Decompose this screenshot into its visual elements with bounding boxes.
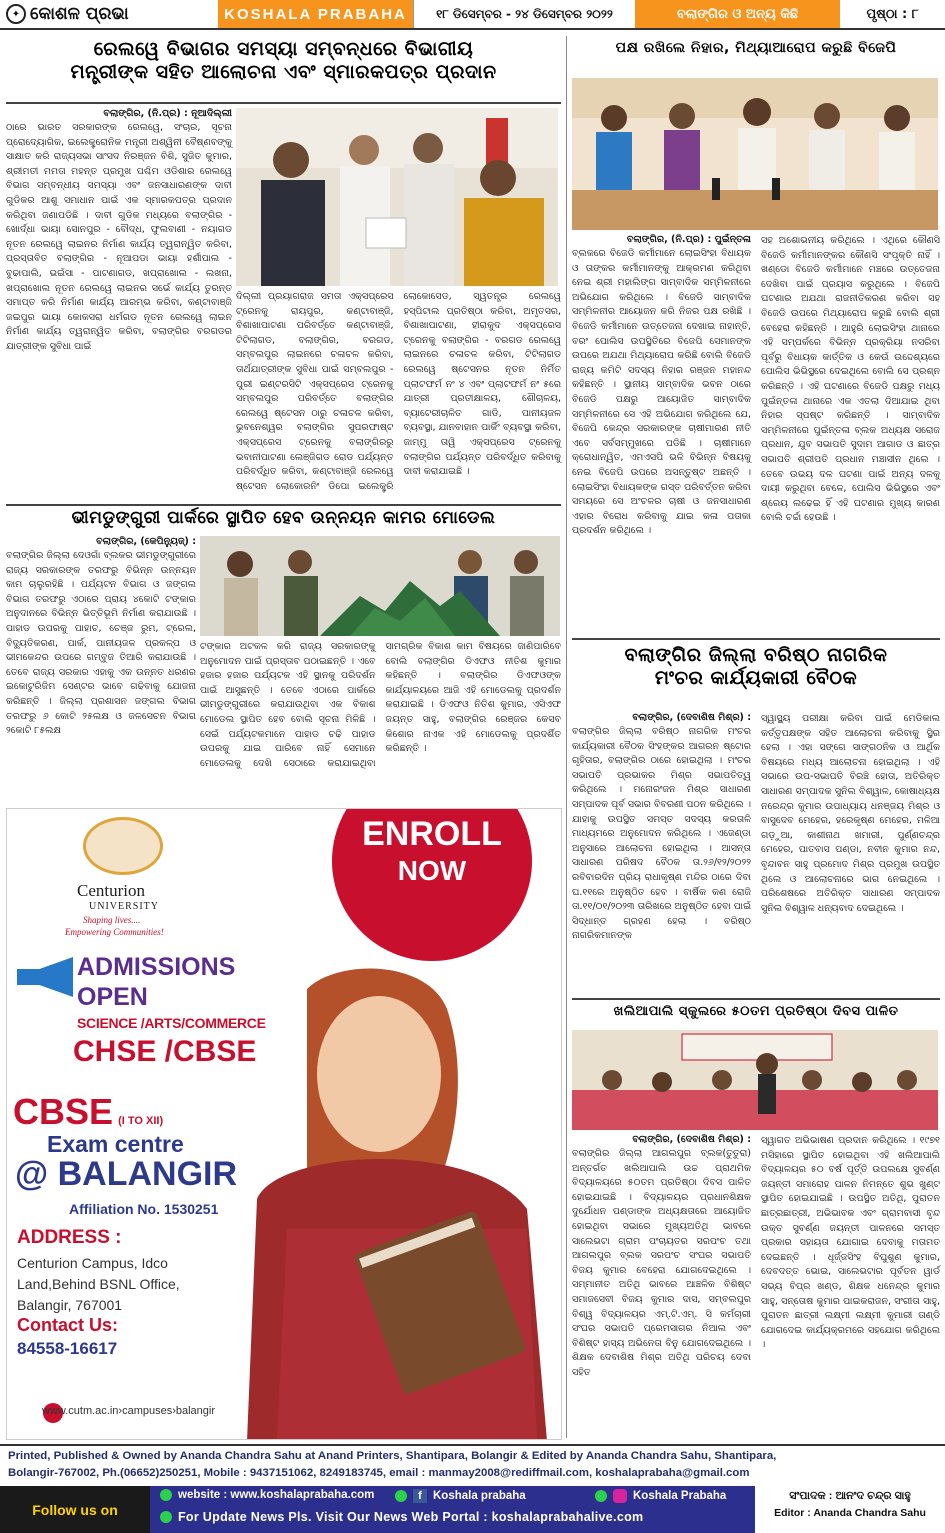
school-body-text-left: ବଲାଙ୍ଗିର ଜିଲ୍ଲା ଆଗଲପୁର ବ୍ଲକ(ତୁତୁରା) ଅନ୍ତର୍ଗତ ଖଲିଆପାଲି ଉଚ୍ଚ ପ୍ରାଥମିକ ବିଦ୍ୟାଳୟରେ ୫୦ତମ ପ୍ରତିଷ୍ଠା ଦିବସ ପାଳିତ ହୋଇଯାଇଛି । ବିଦ୍ୟାଳୟର ପ୍ରଧାନଶିକ୍ଷକ ଦୁର୍ଯୋଧନ ପଣ୍ଡାଙ୍କ ଅଧ୍ୟକ୍ଷତାରେ ଆୟୋଜିତ ହୋଇଥିବା ସଭାରେ ମୁଖ୍ୟଅତିଥି ଭାବରେ ସାଲେଭଟା ଗ୍ରାମ ପଂଚାୟତର ସରପଂଚ ତଥା ଆଗଲପୁର ବ୍ଲକ ସରପଂଚ ସଂଘର ସଭାପତି ବିଜୟ କୁମାର ବେହେରା ଯୋଗଦେଇଥିଲେ । ସମ୍ମାନୀତ ଅତିଥି ଭାବରେ ଆଞ୍ଚଳିକ ବିଶିଷ୍ଟ ସମାଜସେବୀ ବିଜୟ କୁମାର ଦାସ, ସମ୍ବଲପୁର ବିଶ୍ୱ ବିଦ୍ୟାଳୟର ଏମ୍.ଟି.ଏମ୍. ସି କର୍ମଚାରୀ ସଂଘର ସଭାପତି ପ୍ରେମସାଗର ନିଆଲ ଏବଂ ବିଶିଷ୍ଟ ହାସ୍ୟ ଅଭିନେତା ବିନୁ ଯୋଗଦେଇଥିଲେ । ଶିକ୍ଷକ ଦେବାଶିଷ ମିଶ୍ର ଅତିଥି ପରିଚୟ ଦେବା ସହିତ <box>572 1148 751 1378</box>
university-crest-icon <box>83 817 163 875</box>
exam-centre-location: @ BALANGIR <box>15 1155 238 1193</box>
ad-tagline-2: Empowering Communities! <box>65 927 164 937</box>
address-line-3: Balangir, 767001 <box>17 1297 123 1313</box>
footer-instagram-link[interactable] <box>595 1489 726 1503</box>
masthead <box>0 0 945 30</box>
instagram-icon <box>613 1489 627 1503</box>
column-divider <box>566 36 567 1438</box>
facebook-icon: f <box>413 1489 427 1503</box>
issue-date-range: ୧୮ ଡିସେମ୍ବର - ୨୪ ଡିସେମ୍ବର ୨୦୨୨ <box>413 0 635 28</box>
section-rule <box>572 638 940 640</box>
park-body-left <box>6 536 196 739</box>
park-dateline: ବଲାଙ୍ଗିର, (କେପିନ୍ୟୁଜ୍) : <box>96 536 196 547</box>
editor-english: Editor : Ananda Chandra Sahu <box>774 1507 926 1519</box>
senior-dateline: ବଲାଙ୍ଗିର, (ଦେବାଶିଷ ମିଶ୍ର) : <box>632 712 751 723</box>
senior-body-text-right: ସ୍ୱାସ୍ଥ୍ୟ ପରୀକ୍ଷା କରିବା ପାଇଁ ମେଡିକାଲ କର୍ତ୍ତୃପକ୍ଷଙ୍କ ସହିତ ଆଲୋଚନା କରିବାକୁ ସ୍ଥିର ହେଲା । ଏହା ସଙ୍ଗେ ସାଙ୍ଗଠନିକ ଓ ଆର୍ଥିକ ବିଷୟରେ ମଧ୍ୟ ଆଲୋଚନା ହୋଇଥିଲା । ଏହି ସଭାରେ ଉପ-ସଭାପତି ବିରଞ୍ଚି ହୋତା, ଅତିରିକ୍ତ ସାଧାରଣ ସମ୍ପାଦକ ସୁନିଲ ବିଶ୍ୱାଳ, କୋଷାଧ୍ୟକ୍ଷ ନରେନ୍ଦ୍ର କୁମାର ଉପାଧ୍ୟାୟ ଧନଞ୍ଜୟ ମିଶ୍ର ଓ ବାସୁଦେବ ମେହେର, ହରେକୃଷ୍ଣ ମେହେର, ମଳିଆ ଗଡ଼ୁଆ, କାଶୀନାଥ ଖମାରୀ, ପୁର୍ଣ୍ଣଚନ୍ଦ୍ର ମେହେର, ପାତବାସ ପଣ୍ଡା, ନବୀନ କୁମାର ନନ୍ଦ, ବୃନ୍ଦାବନ ସାହୁ ପ୍ରମୋଦ ମିଶ୍ର ପ୍ରମୁଖ ଉପସ୍ଥିତ ଥିଲେ ଓ ଆଲୋଚନାରେ ଭାଗ ନେଇଥିଲେ । ପରିଶେଷରେ ଅତିରିକ୍ତ ସାଧାରଣ ସମ୍ପାଦକ ସୁନିଲ ବିଶ୍ୱାଳ ଧନ୍ୟବାଦ ଦେଇଥିଲେ । <box>761 713 940 914</box>
park-body-text-right: ଟଙ୍କାର ଅଟକଳ କରି ରାଜ୍ୟ ସରକାରଙ୍କୁ ଅନୁମୋଦନ ପାଇଁ ପ୍ରସ୍ତାବ ପଠାଇଛନ୍ତି । ଏବେ ହଜାର ହଜାର ପର୍ଯ୍ୟଟକ ଏହି ସ୍ଥାନକୁ ପରିଦର୍ଶନ ପାଇଁ ଆସୁଛନ୍ତି । ତେବେ ଏଠାରେ ପାର୍କରେ ଭୀମଡୁଙ୍ଗୁରୀରେ କରାଯାଉଥିବା ଏକ ବିକାଶ ମୋଡେଲ ସ୍ଥାପିତ ହେବ ବୋଲି ସୂଚନା ମିଳିଛି । ସେଇଁ ପର୍ଯ୍ୟଟକମାନେ ପାହାଡ ଚଢି ପାହାଡ ଉପରକୁ ଯାଇ ପାରିବେ ନାହିଁ ସେମାନେ ମୋଡେଲକୁ ଦେଖି ସେଠାରେ କରାଯାଇଥିବା ସାମଗ୍ରିକ ବିକାଶ କାମ ବିଷୟରେ ଜାଣିପାରିବେ ବୋଲି ବଲାଙ୍ଗିର ଡିଏଫଓ ନୀତିଶ କୁମାର କହିଛନ୍ତି । ବଲାଙ୍ଗିର ଡିଏଫଓଙ୍କ କାର୍ଯ୍ୟାଳୟରେ ଆଜି ଏହି ମୋଡେଲକୁ ପ୍ରଦର୍ଶନ କରାଯାଇଛି । ଡିଏଫଓ ନିତିଶ କୁମାର, ଏସିଏଫ ଜୟନ୍ତ ସାହୁ, ବଲାଙ୍ଗିର ରେଞ୍ଜର କେସବ କିଶୋର ନାଏକ ଏହି ମୋଡେଲକୁ ପ୍ରଦର୍ଶିତ କରିଛନ୍ତି । <box>200 641 561 769</box>
footer-portal-note[interactable] <box>160 1510 643 1524</box>
school-body-text-right: ସ୍ୱାଗତ ଅଭିଭାଷଣ ପ୍ରଦାନ କରିଥିଲେ । ୧୯୭୧ ମସିହାରେ ସ୍ଥାପିତ ହୋଇଥିବା ଏହି ଖଲିଆପାଲି ବିଦ୍ୟାଳୟର ୫୦ ବର୍ଷ ପୂର୍ତ୍ତି ଉପଲକ୍ଷେ ସୁବର୍ଣ୍ଣ ଜୟନ୍ତୀ ସମାରୋହ ପାଳନ ନିମନ୍ତେ ଶୁଭ ଖୁଣ୍ଟ ସ୍ଥାପିତ ହୋଇଯାଇଛି । ଉପସ୍ଥିତ ଅତିଥି, ପୁରାତନ ଛାତ୍ରଛାତ୍ରୀ, ଅଭିଭାବକ ଏବଂ ଗ୍ରାମବାସୀ ବୃନ୍ଦ ଉକ୍ତ ସୁବର୍ଣ୍ଣ ଜୟନ୍ତୀ ପାଳନରେ ସମସ୍ତ ପ୍ରକାର ସହାୟତା ଯୋଗାଇ ଦେବାକୁ ମତାମତ ଦେଇଛନ୍ତି । ଧୂର୍ଜ୍ଜସିଂହ ବିଘୁଶୁଣ କୁମାର, ଦେବଦତ୍ତ ଭୋଇ, ସାଲେଭଟାର ପୂର୍ବତନ ୱାର୍ଡ ସଭ୍ୟ ବିପ୍ର ଖଣ୍ଡ, ଶିକ୍ଷକ ଧନେନ୍ଦ୍ର କୁମାର ସାହୁ, ସନ୍ତୋଷ କୁମାର ପାଇକରାଜନ, ସଂଗୀତା ସାହୁ, ପୁରାତନ ଛାତ୍ରୀ ଲକ୍ଷ୍ମୀ ଲକ୍ଷ୍ମୀ କୁମାରୀ ତାଣ୍ଡି ଯୋଗଦେଇ କାର୍ଯ୍ୟକ୍ରମରେ ସହଯୋଗ କରିଥିଲେ । <box>761 1135 940 1351</box>
globe-icon <box>160 1489 172 1501</box>
university-name: Centurion <box>77 881 145 900</box>
admissions-open: OPEN <box>77 983 148 1011</box>
affiliation-number: Affiliation No. 1530251 <box>69 1201 219 1217</box>
section-rule <box>6 504 561 506</box>
enroll-label[interactable]: ENROLL <box>362 815 502 853</box>
ad-tagline-1: Shaping lives.... <box>83 915 141 925</box>
contact-label: Contact Us: <box>17 1315 119 1335</box>
bullet-icon <box>395 1490 407 1502</box>
school-headline: ଖଲିଆପାଲି ସ୍କୁଲରେ ୫୦ତମ ପ୍ରତିଷ୍ଠା ଦିବସ ପାଳିତ <box>613 1004 899 1019</box>
footer-facebook-text[interactable]: Koshala prabaha <box>433 1490 526 1502</box>
bjp-press-meet-photo <box>572 78 938 230</box>
article-bjp <box>572 40 940 57</box>
bjp-body <box>572 234 940 539</box>
school-body <box>572 1134 940 1381</box>
railway-dateline: ବଲାଙ୍ଗିର, (ନି.ପ୍ର) : ନୂଆଦିଲ୍ଲୀ <box>103 108 232 119</box>
railway-body-right <box>236 290 561 494</box>
bullet-icon <box>595 1490 607 1502</box>
senior-headline-line1: ବଲାଙ୍ଗିର ଜିଲ୍ଲା ବରିଷ୍ଠ ନାଗରିକ <box>624 644 888 666</box>
bjp-dateline: ବଲାଙ୍ଗିର, (ନି.ପ୍ର) : ପୁଇଁନ୍ତଳା <box>626 234 751 245</box>
newspaper-logo <box>0 0 218 28</box>
bjp-body-text-right: ସହ ଅଶୋଭନୀୟ କରିଥିଲେ । ଏଥିରେ କୌଣସି ବିଜେଡି କର୍ମୀମାନଙ୍କର କୌଣସି ସଂପୃକ୍ତି ନାହିଁ । ଖଣ୍ଡୋ ବିଜେଡି କର୍ମୀମାନେ ମଞ୍ଚରେ ଉତ୍ତେଜନା ଦେଖିବା ପାଇଁ ପ୍ରୟାସ କରୁଥିଲେ । ବିଜେପି ଘଟଣାର ଅଯଥା ରାଜନୀତିକରଣ କରିବା ସହ ବିଜେଡି ଉପରେ ମିଥ୍ୟାରୋପ କରୁଛି ବୋଲି ଶ୍ରୀ ବେହେରା କହିଛନ୍ତି । ଆହୁରି ଲୋଇସିଂହା ଥାନାରେ ଏହି ସମ୍ପର୍କରେ ବିଭିନ୍ନ ପ୍ରକ୍ରିୟା ନସରିବା ପୂର୍ବରୁ ବିଧାୟକ କାର୍ତ୍ତିକ ଓ କେଉଁ ଉଦ୍ଦେଶ୍ୟରେ ପୋଲିସ ଭିଭିସ୍ଥରେ ଦେଇଥିଲେ ବୋଲି ସେ ପ୍ରଶ୍ନ କରିଛନ୍ତି । ଏହି ଘଟଣାରେ ବିଜେଡି ପକ୍ଷରୁ ମଧ୍ୟ ପୁଇଁନ୍ତଳା ଥାନାରେ ଏକ ଏତଲା ଦିଆଯାଇ ଥିବା ନିହାର ସ୍ପଷ୍ଟ କରିଛନ୍ତି । ସାମ୍ବାଦିକ ସମ୍ମିଳନୀରେ ପୁଇଁନ୍ତଳା ବ୍ଲକ ଅଧ୍ୟକ୍ଷ ସରୋଜ ପ୍ରଧାନ, ଯୁବ ସଭାପତି ସୁଦାମ ଆଗାଡ ଓ ଛାତ୍ର ସଭାପତି ଶ୍ରୀପତି ପ୍ରଧାନ ମଞ୍ଚାସୀନ ଥିଲେ । ତେବେ ଉଭୟ ଦଳ ଘଟଣା ପାଇଁ ଅନ୍ୟ ଦଳକୁ ଦାୟୀ କରୁଥିବା ବେଳେ, ପୋଲିସ ଭିଭିସ୍ଥରେ ଏବଂ ଶ୍ରେୟ ଲଢେଇ ହିଁ ଏହି ଘଟଣାର ମୁଖ୍ୟ କାରଣ ବୋଲି ଚର୍ଚ୍ଚା ହେଉଛି । <box>761 235 940 524</box>
enroll-now-label[interactable]: NOW <box>397 855 467 886</box>
bjp-body-text-left: ବ୍ଲକରେ ବିଜେଡି କର୍ମୀମାନେ ଲୋଇସିଂହା ବିଧାୟକ ଓ ତାଙ୍କର କର୍ମୀମାନଙ୍କୁ ଆକ୍ରମଣ କରିଥିବା ନେଇ ଶ୍ରୀ ମହାଲିଙ୍ଗ ସାମ୍ବାଦିକ ସମ୍ମିଳନୀରେ ଅଭିଯୋଗ କରିଥିଲେ । ବିଜେଡି ସାମ୍ବାଦିକ ସମ୍ମିଳନୀର ଆୟୋଜନ କରି ନିଜର ପକ୍ଷ ରଖିଛି । ବିଜେଡି କର୍ମୀମାନେ ଉତ୍ତେଜନା ଦେଖାଇ ନାହାନ୍ତି, ବରଂ ପୋଲିସ ଉପସ୍ଥିତିରେ ବିଜେପି ସେମାନଙ୍କ ଉପରେ ଅଯଥା ମିଥ୍ୟାରୋପ କରିଛି ବୋଲି ବିଜେଡି ରାଜ୍ୟ କମିଟି ସଦସ୍ୟ ନିହାର ରଞ୍ଜନ ମହାନନ୍ଦ କହିଛନ୍ତି । ସ୍ଥାନୀୟ ସାମ୍ବାଦିକ ଭବନ ଠାରେ ବିଜେଡି ପକ୍ଷରୁ ଆୟୋଜିତ ସାମ୍ବାଦିକ ସମ୍ମିଳନୀରେ ସେ ଏହି ଅଭିଯୋଗ କରିଥିଲେ ଯେ, ବିଜେପି କେନ୍ଦ୍ର ସରକାରଙ୍କ ଚାଷୀମାରଣ ନୀତି ଏବେ ସର୍ବସମ୍ମୁଖରେ ପଡିଛି । ଚାଷୀମାନେ କ୍ରୋଧାନ୍ୱିତ, ଏମଏସପି ଭଳି ବିଭିନ୍ନ ବିଷୟକୁ ନେଇ ବିଜେପି ଉପରେ ଅସନ୍ତୁଷ୍ଟ ଅଛନ୍ତି । ଲୋଇସିଂହା ବିଧାୟକଙ୍କ ଗସ୍ତ ପରିବର୍ତ୍ତନ କରିବା ସମୟରେ ସେ ଅଂଚଳର ଚାଷୀ ଓ ଜନସାଧାରଣ ଏହାର ବିରୋଧ କରିବାକୁ ଯାଇ କଳା ପତାକା ପ୍ରଦର୍ଶନ କରିଥିଲେ । <box>572 248 751 537</box>
park-body-right <box>200 640 561 771</box>
senior-body-text-left: ବଲାଙ୍ଗିର ଜିଲ୍ଲା ବରିଷ୍ଠ ନାଗରିକ ମଂଚର କାର୍ଯ୍ୟକାରୀ ବୈଠକ ସିଂହଙ୍କର ଆଗରନ ଷ୍ଟୋର ଗୃହିତାର, ବଲାଙ୍ଗିର ଠାରେ ହୋଇଥିଲା । ମଂଚର ସଭାପତି ପ୍ରଭାକର ମିଶ୍ର ସଭାପତିତ୍ୱ କରିଥିଲେ । ମନୋରଂଜନ ମିଶ୍ର ସାଧାରଣ ସମ୍ପାଦକ ପୂର୍ବ ସଭାର ବିବରଣୀ ପଠନ କରିଥିଲେ । ଯାହାକୁ ଉପସ୍ଥିତ ସମସ୍ତ ସଦସ୍ୟ କରତାଳି ମାଧ୍ୟମରେ ଅନୁମୋଦନ କରିଥିଲେ । ଏଜେଣ୍ଡା ଅନୁସାରେ ଆଲୋଚନା ହୋଇଥିଲା । ଆସନ୍ତା ସାଧାରଣ ପରିଷଦ ବୈଠକ ତା.୨୬/୧୨/୨୦୨୨ ରବିବାରଦିନ ପ୍ରିୟ ରାଧାକୃଷ୍ଣ ମନ୍ଦିର ଠାରେ ଦିବା ଘ.୧୧ରେ ଅନୁଷ୍ଠିତ ହେବ । ବାର୍ଷିକ କଣ ରୋଜି ତା.୧୧/୦୧/୨୦୨୩ ତାରିଖରେ ଅନୁଷ୍ଠିତ ହେବା ପାଇଁ ସିଦ୍ଧାନ୍ତ ଗ୍ରହଣ ହେଲା । ବରିଷ୍ଠ ନାଗରିକମାନଙ୍କ <box>572 726 751 942</box>
boards-label: CHSE /CBSE <box>73 1035 257 1068</box>
address-line-1: Centurion Campus, Idco <box>17 1255 168 1271</box>
railway-meeting-photo <box>236 108 558 286</box>
park-body-text-left: ବଲାଙ୍ଗିର ଜିଲ୍ଲା ଦେଓଗାଁ ବ୍ଲକର ଭୀମଡୁଙ୍ଗୁରୀରେ ରାଜ୍ୟ ସରକାରଙ୍କ ତରଫରୁ ବିଭିନ୍ନ ଉନ୍ନୟନ କାମ ଚାଲୁରହିଛି । ପର୍ଯ୍ୟଟନ ବିଭାଗ ଓ ଜଙ୍ଗଲ ବିଭାଗ ତରଫରୁ ଏଠାରେ ପ୍ରାୟ ୪କୋଟି ଟଙ୍କାର ଅନୁଦାନରେ ବିଭିନ୍ନ ଭିତ୍ତିଭୂମି ନିର୍ମାଣ କରାଯାଉଛି । ପାହାଡ ଉପରକୁ ପାହାଚ, ଚେଞ୍ଜ ରୁମ, ଟ୍ରେଲ, ବିଦ୍ୟୁତିକରଣ, ପାର୍କ, ପାନୀୟଜଳ ପ୍ରକଳ୍ପ ଓ ଭୀମକେନ୍ଦର ଉପରେ ଗମ୍ବୁଜ ତିଆରି କରାଯାଉଛି । ତେବେ ରାଜ୍ୟ ସରକାର ଏହାକୁ ଏକ ଉନ୍ନତ ଧରଣର ଇକୋଟୁରିଜିମ ସେଣ୍ଟର ଭାବେ ଗଢିବାକୁ ଯୋଜନା କରିଛନ୍ତି । ଜିଲ୍ଲା ପ୍ରଶାସନ ଜଙ୍ଗଲ ବିଭାଗ ତରଫରୁ ୬ କୋଟି ୨୫ଲକ୍ଷ ଓ ଜଳସେଚନ ବିଭାଗ ୨କୋଟି ୮୫ଲକ୍ଷ <box>6 550 196 737</box>
logo-text: କୋଶଳ ପ୍ରଭା <box>30 4 129 24</box>
section-rule <box>572 998 940 1000</box>
footer-website-text[interactable]: website : www.koshalaprabaha.com <box>178 1489 375 1501</box>
cbse-label: CBSE <box>13 1091 114 1132</box>
ad-website-link[interactable]: www.cutm.ac.in›campuses›balangir <box>42 1405 216 1417</box>
admissions-title: ADMISSIONS <box>77 953 236 981</box>
article-park <box>6 508 561 529</box>
cbse-range: (I TO XII) <box>118 1115 164 1127</box>
railway-body-text-right: ଦିଲ୍ଲୀ ପ୍ରୟାଗରାଜ ସମତା ଏକ୍ସପ୍ରେସ ଟ୍ରେନକୁ ରାୟପୁର, କଣ୍ଟାବାଞ୍ଜି, ବିଶାଖାପାଟଣା ପରିବର୍ତ୍ତେ କଣ୍ଟାବାଞ୍ଜି, ଟିଟିଲାଗଡ, ବଲାଙ୍ଗିର, ବରଗଡ, ସମ୍ବଲପୁର ଲାଇନରେ ଚଳାଚଳ କରିବା, ତାର୍ଥଯାତ୍ରୀଙ୍କ ସୁବିଧା ପାଇଁ ସମ୍ବଲପୁର - ପୁରୀ ଇଣ୍ଟରସିଟି ଏକ୍ସପ୍ରେସ ଟ୍ରେନକୁ ସମ୍ବଲପୁର ପରିବର୍ତ୍ତେ ବଲାଙ୍ଗିର ରେଲୱେ ଷ୍ଟେସନ ଠାରୁ ଚଳାଚଳ କରିବା, ଭୁବନେଶ୍ୱର ବଲାଙ୍ଗିର ସୁପରଫାଷ୍ଟ ଏକ୍ସପ୍ରେସ ଟ୍ରେନକୁ ବଲାଙ୍ଗିରରୁ ଭବାନୀପାଟଣା ଲେଞ୍ଜିଗଡ ରୋଡ ପର୍ଯ୍ୟନ୍ତ ପରିବର୍ଦ୍ଧିତ କରିବା, କଣ୍ଟାବାଞ୍ଜି ରେଲୱେ ଷ୍ଟେସନ ଲୋକୋରନିଂ ଡିପୋ ଇଲେକ୍ଟ୍ରି ଲୋକୋସେଡ, ସ୍ୱତନ୍ତ୍ର ରେଲୱେ ହସ୍ପିଟାଲ ପ୍ରତିଷ୍ଠା କରିବା, ଅମୃତସର, ବିଶାଖାପାଟଣା, ହୀରାକୁଦ ଏକ୍ସପ୍ରେସ ଟ୍ରେନକୁ ବଲାଙ୍ଗିର - ବରଗଡ ରେଲୱେ ଲାଇନରେ ଚଳାଚଳ କରିବା, ଟିଟିଲାଗଡ ରେଲୱେ ଷ୍ଟେସନର ନୂତନ ନିର୍ମିତ ପ୍ଲାଟଫର୍ମ ନଂ ୪ ଏବଂ ପ୍ଲାଟଫର୍ମ ନଂ ୫ରେ ଯାତ୍ରୀ ପ୍ରତୀକ୍ଷାଳୟ, ଶୌଚାଳୟ, ବ୍ୟାଟେରୀଚାଳିତ ଗାଡି, ପାନୀୟଜଳ ବ୍ୟବସ୍ଥା, ଯାନବାହାନ ପାର୍କିଂ ବ୍ୟବସ୍ଥା କରିବା, ଜାମ୍ମୁ ତାୱି ଏକ୍ସପ୍ରେସ ଟ୍ରେନକୁ ବଲାଙ୍ଗିର ପର୍ଯ୍ୟନ୍ତ ପରିବର୍ଦ୍ଧିତ କରିବାକୁ ଦାବୀ କରାଯାଇଛି । <box>236 291 561 492</box>
school-event-photo <box>572 1030 938 1130</box>
railway-headline-line1: ରେଲୱେ ବିଭାଗର ସମସ୍ୟା ସମ୍ବନ୍ଧରେ ବିଭାଗୀୟ <box>93 38 474 60</box>
imprint-line-1: Printed, Published & Owned by Ananda Chandra Sahu at Anand Printers, Shantipara, Bolangir & Edited by Ananda Chandra Sahu, Shantipara, <box>8 1450 777 1462</box>
footer-instagram-text[interactable]: Koshala Prabaha <box>633 1490 727 1502</box>
article-school <box>572 1004 940 1020</box>
senior-headline-line2: ମଂଚର କାର୍ଯ୍ୟକାରୀ ବୈଠକ <box>654 667 858 690</box>
address-block <box>17 1253 180 1316</box>
section-title: ବଲାଙ୍ଗିର ଓ ଅନ୍ୟ କିଛି <box>635 0 840 28</box>
contact-number[interactable]: 84558-16617 <box>17 1339 118 1358</box>
article-senior-citizens <box>572 644 940 690</box>
imprint <box>0 1444 945 1484</box>
bjp-headline: ପକ୍ଷ ରଖିଲେ ନିହାର, ମିଥ୍ୟାଆରୋପ କରୁଛି ବିଜେପି <box>615 40 897 56</box>
railway-body-left <box>6 108 232 355</box>
article-railway <box>6 38 561 84</box>
editor-odia: ସଂପାଦକ : ଆନଂଦ ଚନ୍ଦ୍ର ସାହୁ <box>789 1490 911 1502</box>
school-dateline: ବଲାଙ୍ଗିର, (ଦେବାଶିଷ ମିଶ୍ର) : <box>632 1134 751 1145</box>
exam-centre-label: Exam centre <box>47 1131 184 1157</box>
imprint-line-2: Bolangir-767002, Ph.(06652)250251, Mobile : 9437151062, 8249183745, email : manmay2008@rediffmail.com, koshalaprabaha@gmail.com <box>8 1467 750 1479</box>
park-headline: ଭୀମଡୁଙ୍ଗୁରୀ ପାର୍କରେ ସ୍ଥାପିତ ହେବ ଉନ୍ନୟନ କାମର ମୋଡେଲ <box>71 508 496 528</box>
bullet-icon <box>160 1511 172 1523</box>
streams-label: SCIENCE /ARTS/COMMERCE <box>77 1015 266 1031</box>
footer-facebook-link[interactable] <box>395 1489 526 1503</box>
address-label: ADDRESS : <box>17 1227 122 1248</box>
headline-rule <box>6 102 561 104</box>
editor-box <box>755 1486 945 1533</box>
address-line-2: Land,Behind BSNL Office, <box>17 1276 180 1292</box>
cbse-block <box>13 1091 163 1133</box>
railway-body-text-left: ଠାରେ ଭାରତ ସରକାରଙ୍କ ରେଲୱେ, ସଂଚାର, ସୂଚନା ପ୍ରୋଦ୍ୟୋଗିକ, ଇଲେକ୍ଟ୍ରୋନିକ ମନ୍ତ୍ରୀ ଅଶ୍ୱିନୀ ବୈଷ୍ଣବଙ୍କୁ ସାକ୍ଷାତ କରି ରାଜ୍ୟସଭା ସାଂସଦ ନିରଞ୍ଜନ ବିଶି, ସୁଜିତ କୁମାର, ଶ୍ରୀମତୀ ମମତା ମହନ୍ତ ପ୍ରମୁଖ ପଶ୍ଚିମ ଓଡିଶାର ରେଲୱେ ବିଭାଗ ସମ୍ବନ୍ଧୀୟ ସମସ୍ୟା ଏବଂ ଜନସାଧାରଣଙ୍କ ଦାବୀ ଗୁଡିକର ଆଶୁ ସମାଧାନ ପାଇଁ ଏକ ସ୍ମାରକପତ୍ର ପ୍ରଦାନ କରିଥିବା ଜଣାପଡିଛି । ଦାବୀ ଗୁଡିକ ମଧ୍ୟରେ ବଲାଙ୍ଗିର - ଖୋର୍ଦ୍ଧା ଭାୟା ସୋନପୁର - ବୌଦ୍ଧ, ଫୁଲବାଣୀ - ନୟାଗଡ ନୂତନ ରେଲୱେ ଲାଇନର ନିର୍ମାଣ କାର୍ଯ୍ୟ ତ୍ୱରାନ୍ୱିତ କରିବା, ପ୍ରସ୍ତାବିତ ବଲାଙ୍ଗିର - ନୂଆପଡା ଭାୟା ହର୍ଶୀପାଲ - ବୁଢାପାଲି, ଭଇଁସା - ପାଟଣାଗଡ, ଖପ୍ରାଖୋଲ - ଲଖନା, ଖପ୍ରାଖୋଲ ନୂତନ ରେଲୱେ ଲାଇନର ସର୍ଭେ କାର୍ଯ୍ୟ ତୁରନ୍ତ ସମାପ୍ତ କରି ନିର୍ମାଣ କାର୍ଯ୍ୟ ଆରମ୍ଭ କରିବା, କଣ୍ଟାବାଞ୍ଜି ଜଇପୁର ଭାୟା କୋକସରା ଧର୍ମଗଡ ନୂତନ ରେଲୱେ ଲାଇନ ନିର୍ମାଣ କାର୍ଯ୍ୟ ତ୍ୱରାନ୍ୱିତ କରିବା, ବଲାଙ୍ଗିର ବରଗଡର ଯାତ୍ରୀଙ୍କ ସୁବିଧା ପାଇଁ <box>6 122 232 352</box>
logo-seal-icon: ✦ <box>6 4 26 24</box>
follow-us-label: Follow us on <box>0 1486 150 1533</box>
footer-bar <box>0 1486 945 1533</box>
railway-headline-line2: ମନ୍ତ୍ରୀଙ୍କ ସହିତ ଆଲୋଚନା ଏବଂ ସ୍ମାରକପତ୍ର ପ୍ରଦାନ <box>70 61 497 84</box>
university-sub: UNIVERSITY <box>89 901 159 912</box>
page-number: ପୃଷ୍ଠା : ୮ <box>866 6 919 22</box>
centurion-university-ad[interactable] <box>6 808 562 1440</box>
footer-website-link[interactable] <box>160 1489 374 1501</box>
senior-body <box>572 712 940 944</box>
footer-portal-text[interactable]: For Update News Pls. Visit Our News Web Portal : koshalaprabahalive.com <box>178 1510 644 1524</box>
brand-name: KOSHALA PRABAHA <box>218 0 413 28</box>
park-model-photo <box>200 536 560 636</box>
